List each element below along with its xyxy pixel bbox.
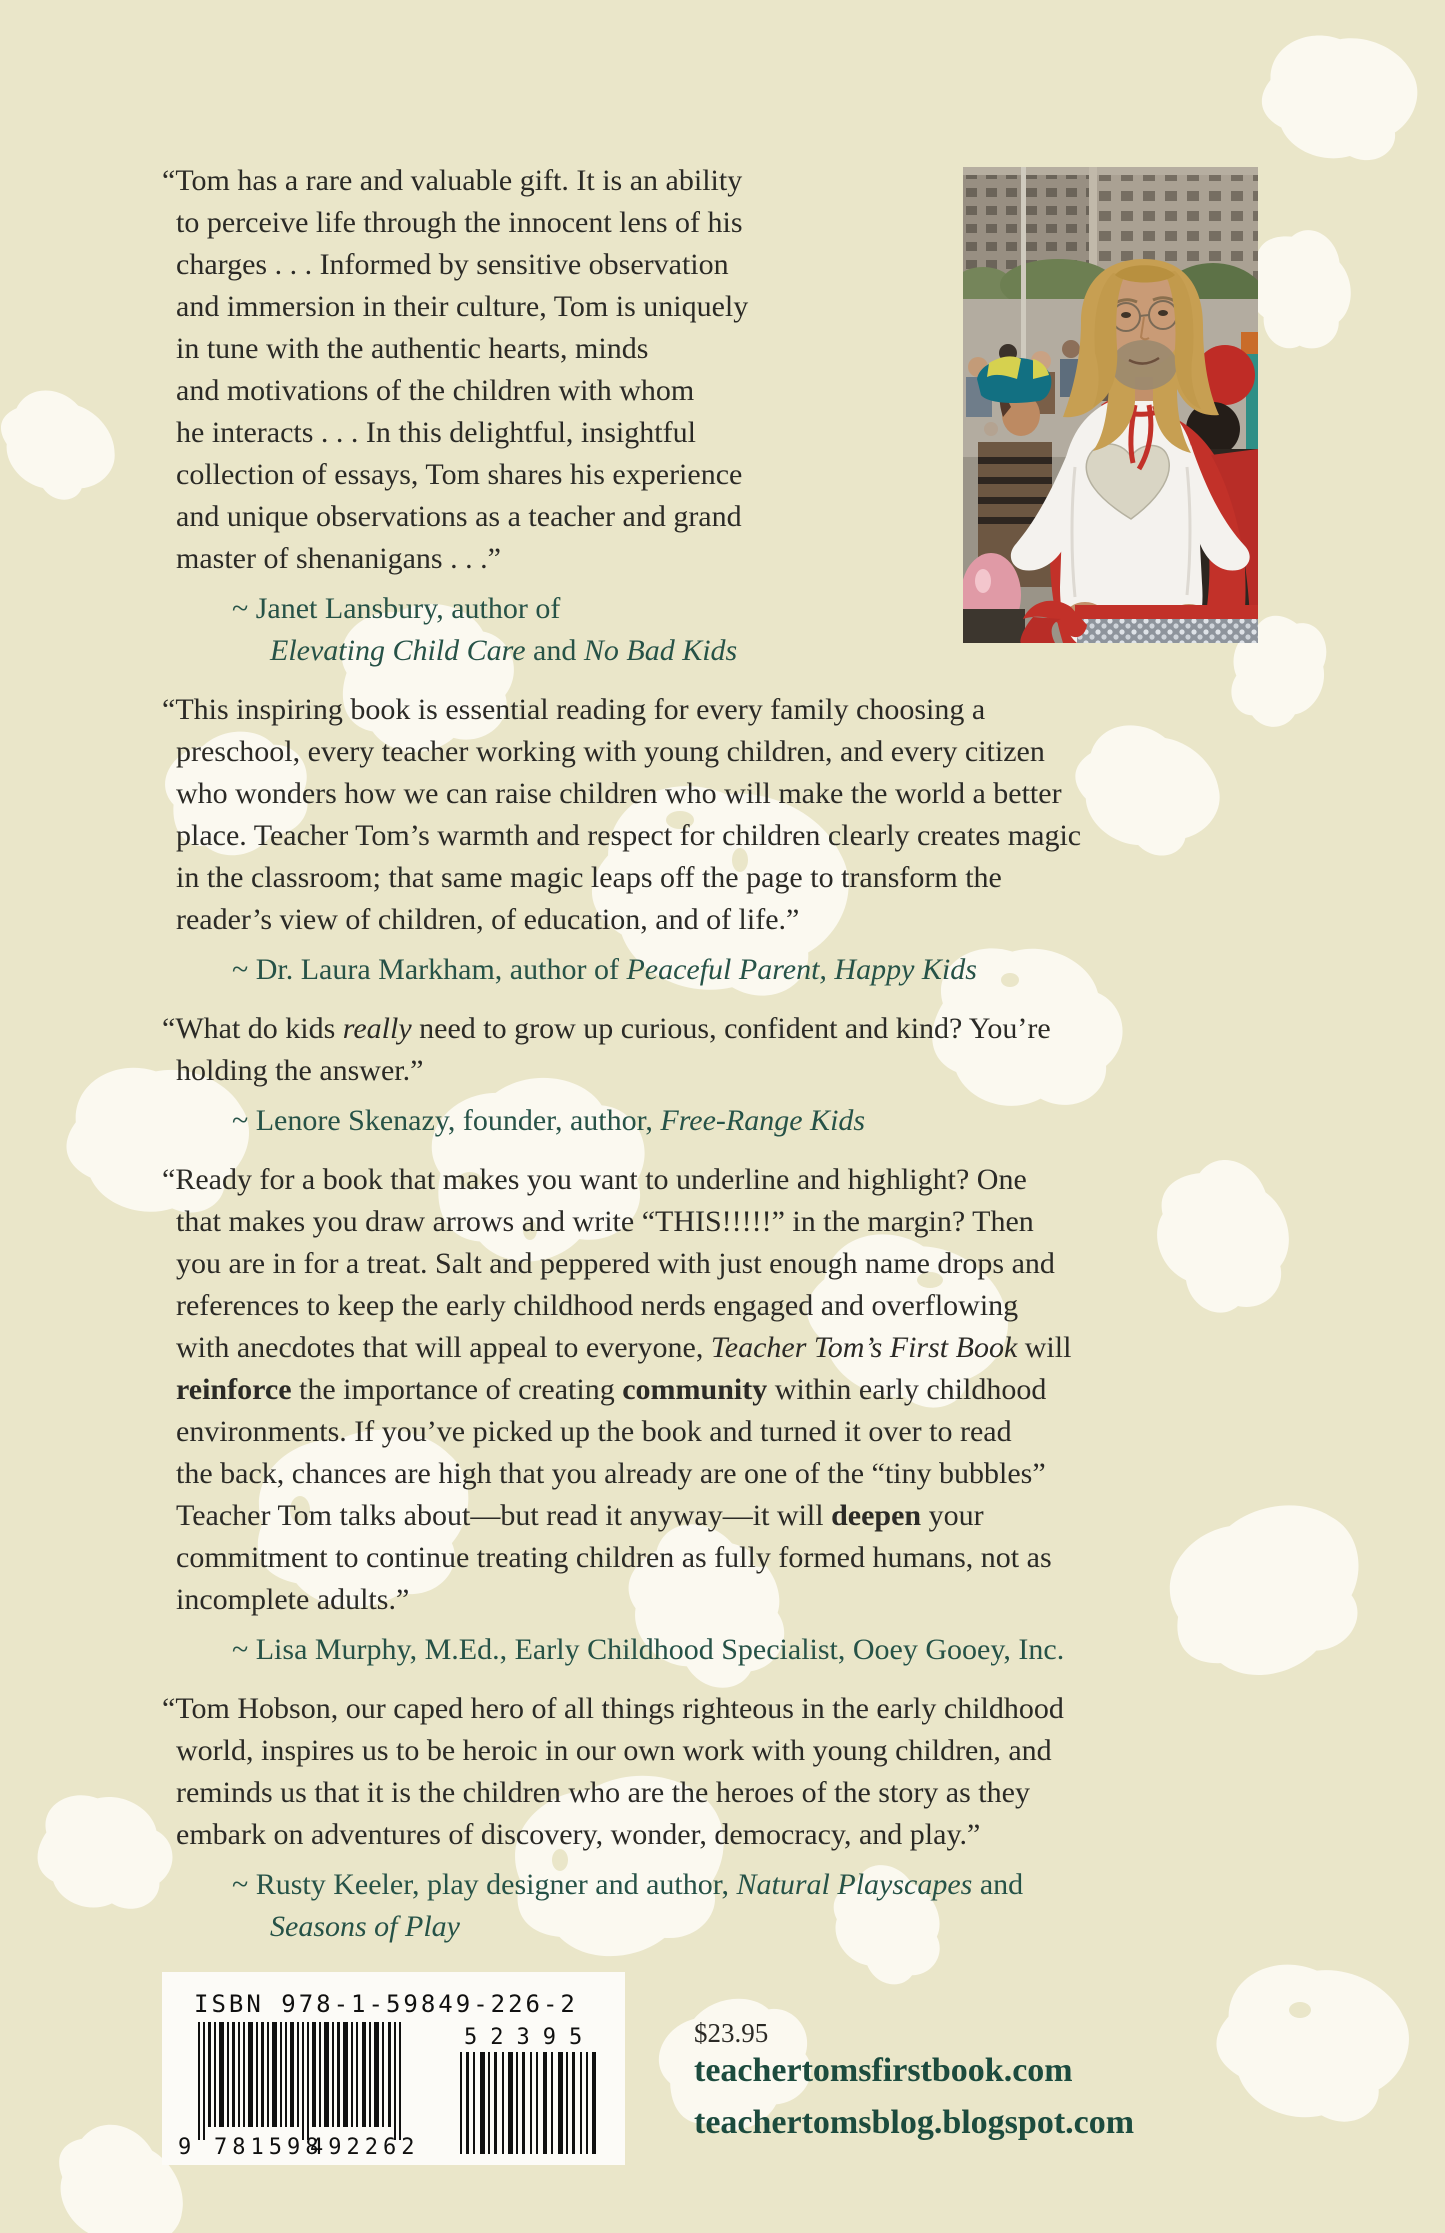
text-line: and unique observations as a teacher and grand	[176, 500, 742, 533]
price-label: $23.95	[694, 2018, 769, 2048]
text-line: preschool, every teacher working with young children, and every citizen	[176, 735, 1045, 768]
text-line: Teacher Tom talks about—but read it anyway—it will deepen your	[176, 1499, 984, 1532]
text-line: in tune with the authentic hearts, minds	[176, 332, 649, 365]
text-line: references to keep the early childhood nerds engaged and overflowing	[176, 1289, 1019, 1322]
author-photo	[963, 167, 1258, 643]
text-line: “Tom has a rare and valuable gift. It is an ability	[162, 164, 743, 197]
barcode-supplement-bars	[460, 2052, 596, 2154]
endorsement-attribution	[232, 1100, 1292, 1142]
text-line: to perceive life through the innocent lens of his	[176, 206, 743, 239]
text-line: he interacts . . . In this delightful, insightful	[176, 416, 696, 449]
isbn-barcode	[162, 1972, 625, 2165]
text-line: reinforce the importance of creating community within early childhood	[176, 1373, 1047, 1406]
endorsement-quote	[162, 1159, 1292, 1621]
text-line: holding the answer.”	[176, 1054, 424, 1087]
endorsement-attribution	[232, 949, 1292, 991]
endorsement-quote	[162, 1008, 1292, 1092]
text-line: “Tom Hobson, our caped hero of all things righteous in the early childhood	[162, 1692, 1064, 1725]
text-line: in the classroom; that same magic leaps off the page to transform the	[176, 861, 1002, 894]
isbn-label: ISBN 978-1-59849-226-2	[194, 1990, 578, 2018]
website-url-blog: teachertomsblog.blogspot.com	[694, 2104, 1135, 2141]
barcode-bars	[198, 2022, 401, 2140]
text-line: who wonders how we can raise children who will make the world a better	[176, 777, 1062, 810]
endorsement-4	[162, 1159, 1292, 1671]
text-line: the back, chances are high that you already are one of the “tiny bubbles”	[176, 1457, 1046, 1490]
endorsement-attribution	[232, 1864, 1292, 1948]
text-line: incomplete adults.”	[176, 1583, 410, 1616]
endorsement-2	[162, 689, 1292, 991]
endorsement-quote	[162, 689, 1292, 941]
text-line: “This inspiring book is essential reading for every family choosing a	[162, 693, 986, 726]
text-line: ~ Janet Lansbury, author of	[232, 592, 561, 625]
endorsement-quote	[162, 1688, 1292, 1856]
text-line: and immersion in their culture, Tom is uniquely	[176, 290, 749, 323]
text-line: and motivations of the children with whom	[176, 374, 695, 407]
text-line: ~ Dr. Laura Markham, author of Peaceful Parent, Happy Kids	[232, 953, 977, 986]
isbn-barcode-panel	[162, 1972, 625, 2165]
text-line: that makes you draw arrows and write “THIS!!!!!” in the margin? Then	[176, 1205, 1034, 1238]
text-line: with anecdotes that will appeal to everyone, Teacher Tom’s First Book will	[176, 1331, 1072, 1364]
text-line: Elevating Child Care and No Bad Kids	[270, 634, 738, 667]
text-line: ~ Lenore Skenazy, founder, author, Free-Range Kids	[232, 1104, 866, 1137]
endorsement-quote	[162, 160, 942, 580]
text-line: environments. If you’ve picked up the book and turned it over to read	[176, 1415, 1012, 1448]
text-line: ~ Rusty Keeler, play designer and author, Natural Playscapes and	[232, 1868, 1024, 1901]
barcode-digits-group2: 492262	[310, 2135, 420, 2160]
text-line: Seasons of Play	[270, 1910, 460, 1943]
text-line: “Ready for a book that makes you want to underline and highlight? One	[162, 1163, 1027, 1196]
text-line: embark on adventures of discovery, wonder, democracy, and play.”	[176, 1818, 981, 1851]
text-line: you are in for a treat. Salt and peppered with just enough name drops and	[176, 1247, 1055, 1280]
text-line: reader’s view of children, of education, and of life.”	[176, 903, 800, 936]
text-line: place. Teacher Tom’s warmth and respect for children clearly creates magic	[176, 819, 1082, 852]
text-line: collection of essays, Tom shares his experience	[176, 458, 743, 491]
text-line: ~ Lisa Murphy, M.Ed., Early Childhood Specialist, Ooey Gooey, Inc.	[232, 1633, 1065, 1666]
text-line: “What do kids really need to grow up curious, confident and kind? You’re	[162, 1012, 1051, 1045]
text-line: reminds us that it is the children who are the heroes of the story as they	[176, 1776, 1030, 1809]
barcode-supplement-digits: 52395	[464, 2025, 596, 2050]
website-url-primary: teachertomsfirstbook.com	[694, 2052, 1073, 2089]
barcode-digits-group1: 781598	[214, 2135, 324, 2160]
endorsement-5	[162, 1688, 1292, 1948]
barcode-digit-lead: 9	[178, 2135, 197, 2160]
text-line: charges . . . Informed by sensitive observation	[176, 248, 729, 281]
endorsement-attribution	[232, 1629, 1292, 1671]
text-line: commitment to continue treating children as fully formed humans, not as	[176, 1541, 1052, 1574]
endorsement-3	[162, 1008, 1292, 1142]
text-line: master of shenanigans . . .”	[176, 542, 501, 575]
text-line: world, inspires us to be heroic in our own work with young children, and	[176, 1734, 1052, 1767]
